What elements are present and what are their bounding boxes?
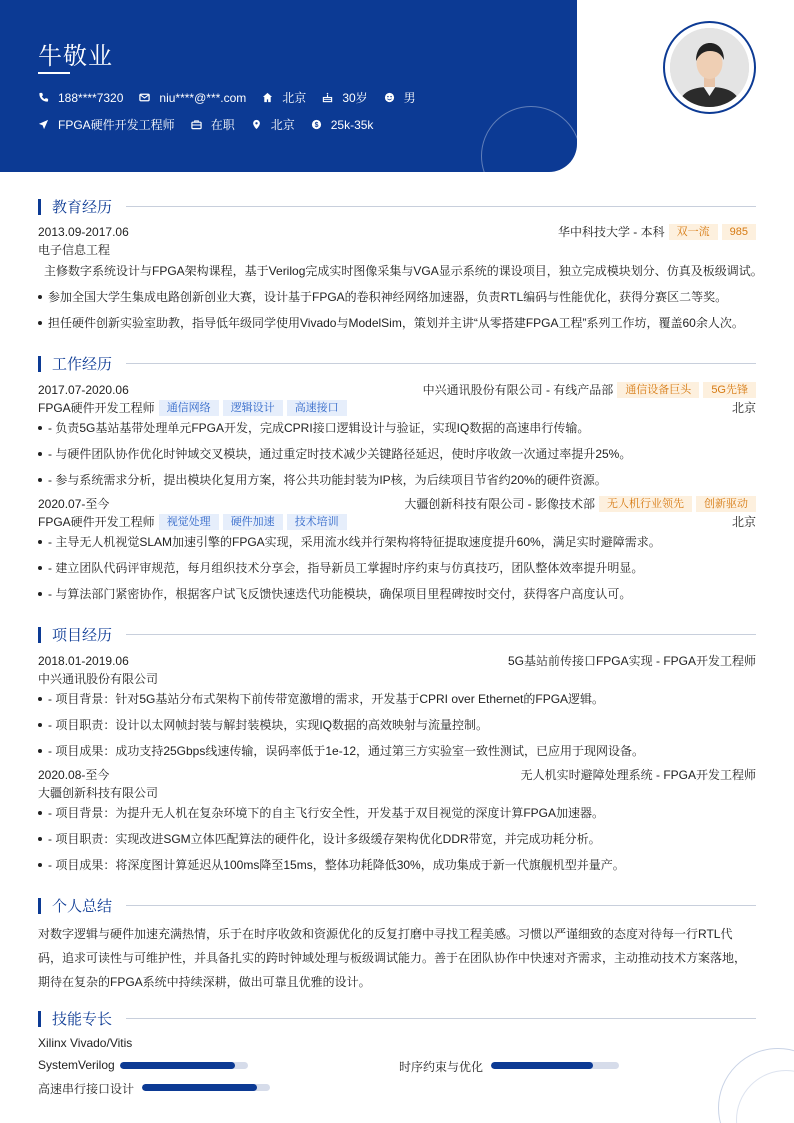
work-role: FPGA硬件开发工程师 <box>38 401 155 415</box>
list-item: - 参与系统需求分析，提出模块化复用方案，将公共功能封装为IP核，为后续项目节省约20%的硬件资源。 <box>38 471 756 488</box>
work-role-row <box>38 399 756 416</box>
section-divider <box>126 363 756 364</box>
section-divider <box>126 1018 756 1019</box>
education-major: 电子信息工程 <box>38 243 111 257</box>
project-header <box>38 766 756 783</box>
company-tag: 5G先锋 <box>703 382 756 398</box>
salary-item <box>311 118 374 132</box>
list-item: 参加全国大学生集成电路创新创业大赛，设计基于FPGA的卷积神经网络加速器，负责RTL编码与性能优化，获得分赛区二等奖。 <box>38 288 756 305</box>
list-item: 主修数字系统设计与FPGA架构课程，基于Verilog完成实时图像采集与VGA显示系统的课设项目，独立完成模块划分、仿真及板级调试。 <box>44 264 763 278</box>
avatar-frame <box>663 21 756 114</box>
school-tag: 985 <box>722 224 756 240</box>
role-tag: 技术培训 <box>287 514 347 530</box>
project-company-row <box>38 670 756 687</box>
contact-row <box>38 89 432 106</box>
section-title-summary <box>38 895 756 916</box>
age-item <box>322 89 367 106</box>
list-item: - 建立团队代码评审规范，每月组织技术分享会，指导新员工掌握时序约束与仿真技巧，团队整体效率提升明显。 <box>38 559 756 576</box>
section-divider <box>126 634 756 635</box>
email-text: niu****@***.com <box>159 90 247 105</box>
work-city: 北京 <box>731 401 756 415</box>
section-heading: 项目经历 <box>52 627 113 644</box>
location-item <box>262 89 306 106</box>
svg-text:$: $ <box>314 121 319 129</box>
work-period: 2017.07-2020.06 <box>38 382 129 397</box>
role-tag: 高速接口 <box>287 400 347 416</box>
list-item: - 项目背景：为提升无人机在复杂环境下的自主飞行安全性，开发基于双目视觉的深度计算FPGA加速器。 <box>38 804 756 821</box>
list-item: - 与算法部门紧密协作，根据客户试飞反馈快速迭代功能模块，确保项目里程碑按时交付，获得客户高度认可。 <box>38 585 756 602</box>
role-tag: 硬件加速 <box>223 514 283 530</box>
section-marker <box>38 627 41 643</box>
work-company: 中兴通讯股份有限公司 - 有线产品部 <box>422 383 614 397</box>
status-text: 在职 <box>210 118 235 132</box>
money-icon <box>311 119 322 130</box>
role-tag: 视觉处理 <box>159 514 219 530</box>
name-underline <box>38 72 70 74</box>
target-city-text: 北京 <box>270 118 295 132</box>
send-icon <box>38 119 49 130</box>
header-banner <box>0 0 577 172</box>
briefcase-icon <box>191 119 202 130</box>
list-item: - 项目成果：将深度图计算延迟从100ms降至15ms，整体功耗降低30%，成功集成于新一代旗舰机型并量产。 <box>38 856 756 873</box>
list-item: - 项目职责：实现改进SGM立体匹配算法的硬件化，设计多级缓存架构优化DDR带宽，并完成功耗分析。 <box>38 830 756 847</box>
section-title-skills <box>38 1008 756 1029</box>
list-item: - 主导无人机视觉SLAM加速引擎的FPGA实现，采用流水线并行架构将特征提取速度提升60%，满足实时避障需求。 <box>38 533 756 550</box>
list-item: 担任硬件创新实验室助教，指导低年级同学使用Vivado与ModelSim，策划并主讲“从零搭建FPGA工程”系列工作坊，覆盖60余人次。 <box>38 314 756 331</box>
work-role-row <box>38 513 756 530</box>
email-item <box>139 91 246 105</box>
summary-text: 对数字逻辑与硬件加速充满热情，乐于在时序收敛和资源优化的反复打磨中寻找工程美感。习惯以严谨细致的态度对待每一行RTL代码，追求可读性与可维护性，并具备扎实的跨时钟域处理与板级调试能力。善于在团队协作中快速对齐需求，主动推动技术方案落地，期待在复杂的FPGA系统中持续深耕，做出可靠且优雅的设计。 <box>38 927 747 989</box>
section-marker <box>38 898 41 914</box>
section-title-education <box>38 196 756 217</box>
education-major-row <box>38 241 756 258</box>
gender-item <box>384 89 416 106</box>
section-divider <box>126 905 756 906</box>
company-tag: 无人机行业领先 <box>599 496 692 512</box>
target-city-item <box>251 116 295 133</box>
skill-heading-item: Xilinx Vivado/Vitis <box>38 1036 133 1050</box>
status-item <box>191 116 235 133</box>
avatar-portrait-icon <box>670 28 749 107</box>
phone-item <box>38 91 123 105</box>
section-heading: 个人总结 <box>52 898 113 915</box>
candidate-name: 牛敬业 <box>38 43 113 70</box>
skill-level-fill <box>142 1084 257 1091</box>
job-intent-row <box>38 116 389 133</box>
project-company: 大疆创新科技有限公司 <box>38 786 159 800</box>
skill-level-bar <box>120 1062 248 1069</box>
skill-level-fill <box>491 1062 593 1069</box>
decorative-circle <box>481 106 577 172</box>
age-text: 30岁 <box>342 91 368 105</box>
project-period: 2018.01-2019.06 <box>38 653 129 668</box>
phone-icon <box>38 92 49 103</box>
section-title-work <box>38 353 756 374</box>
skill-name: SystemVerilog <box>38 1058 115 1072</box>
role-tag: 逻辑设计 <box>223 400 283 416</box>
project-title: 5G基站前传接口FPGA实现 - FPGA开发工程师 <box>507 654 756 668</box>
email-icon <box>139 92 150 103</box>
skill-name: 高速串行接口设计 <box>38 1082 135 1096</box>
section-marker <box>38 1011 41 1027</box>
section-heading: 工作经历 <box>52 356 113 373</box>
project-title: 无人机实时避障处理系统 - FPGA开发工程师 <box>520 768 756 782</box>
home-icon <box>262 92 273 103</box>
phone-text: 188****7320 <box>58 90 124 105</box>
target-job-text: FPGA硬件开发工程师 <box>58 118 175 132</box>
company-tag: 创新驱动 <box>696 496 756 512</box>
section-heading: 技能专长 <box>52 1011 113 1028</box>
location-text: 北京 <box>282 91 307 105</box>
work-header <box>38 381 756 398</box>
work-city: 北京 <box>731 515 756 529</box>
project-company-row <box>38 784 756 801</box>
list-item: - 负责5G基站基带处理单元FPGA开发，完成CPRI接口逻辑设计与验证，实现IQ数据的高速串行传输。 <box>38 419 756 436</box>
skill-level-fill <box>120 1062 235 1069</box>
section-marker <box>38 199 41 215</box>
section-title-projects <box>38 624 756 645</box>
education-header <box>38 223 756 240</box>
cake-icon <box>322 92 333 103</box>
list-item: - 项目职责：设计以太网帧封装与解封装模块，实现IQ数据的高效映射与流量控制。 <box>38 716 756 733</box>
education-school: 华中科技大学 - 本科 <box>557 225 665 239</box>
list-item: - 与硬件团队协作优化时钟域交叉模块，通过重定时技术减少关键路径延迟，使时序收敛一次通过率提升25%。 <box>38 445 756 462</box>
education-period: 2013.09-2017.06 <box>38 224 129 239</box>
school-tag: 双一流 <box>669 224 718 240</box>
project-header <box>38 652 756 669</box>
list-item: - 项目背景：针对5G基站分布式架构下前传带宽激增的需求，开发基于CPRI over Ethernet的FPGA逻辑。 <box>38 690 756 707</box>
gender-text: 男 <box>403 91 416 105</box>
target-job-item <box>38 116 175 133</box>
project-period: 2020.08-至今 <box>38 768 110 782</box>
salary-text: 25k-35k <box>330 117 374 132</box>
company-tag: 通信设备巨头 <box>617 382 699 398</box>
avatar <box>670 28 749 107</box>
work-header <box>38 495 756 512</box>
list-item: - 项目成果：成功支持25Gbps线速传输，误码率低于1e-12，通过第三方实验室一致性测试，已应用于现网设备。 <box>38 742 756 759</box>
work-company: 大疆创新科技有限公司 - 影像技术部 <box>404 497 595 511</box>
section-heading: 教育经历 <box>52 199 113 216</box>
skill-level-bar <box>142 1084 270 1091</box>
section-divider <box>126 206 756 207</box>
role-tag: 通信网络 <box>159 400 219 416</box>
pin-icon <box>251 119 262 130</box>
smile-icon <box>384 92 395 103</box>
skill-level-bar <box>491 1062 619 1069</box>
work-role: FPGA硬件开发工程师 <box>38 515 155 529</box>
work-period: 2020.07-至今 <box>38 497 110 511</box>
skill-name: 时序约束与优化 <box>399 1060 484 1074</box>
project-company: 中兴通讯股份有限公司 <box>38 672 159 686</box>
section-marker <box>38 356 41 372</box>
